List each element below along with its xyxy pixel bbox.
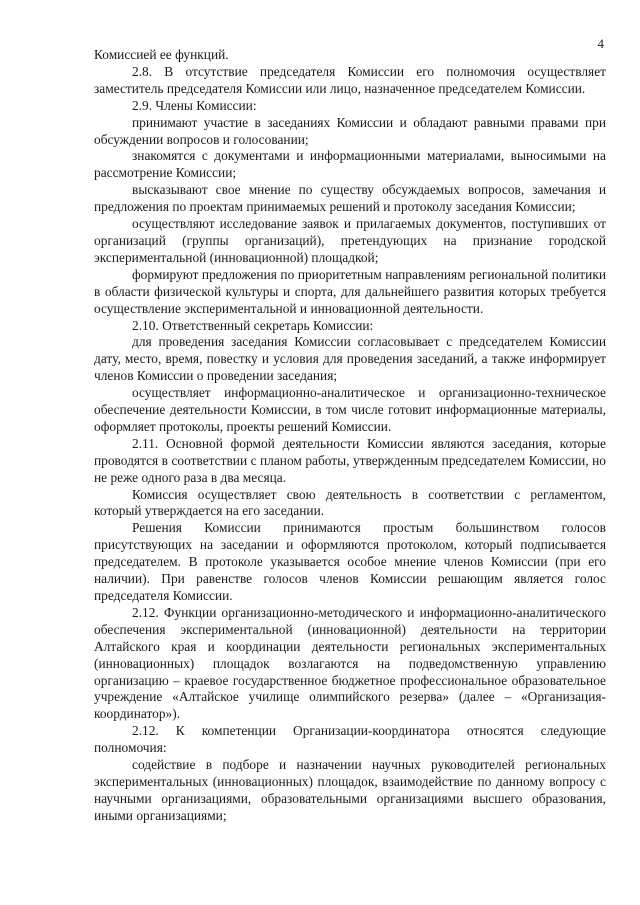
- paragraph: осуществляют исследование заявок и прилагаемых документов, поступивших от организаций (группы организаций), претендующих на признание городской экспериментальной (инновационной) площадкой;: [94, 216, 606, 265]
- paragraph: 2.12. К компетенции Организации-координатора относятся следующие полномочия:: [94, 723, 606, 756]
- paragraph: 2.9. Члены Комиссии:: [132, 97, 257, 113]
- paragraph: 2.12. Функции организационно-методического и информационно-аналитического обеспечения экспериментальной (инновационной) деятельности на территории Алтайского края и координации деятельности региональных экспериментальных (инновационных) площадок возлагаются на подведомственную управлению организацию – краевое государственное бюджетное профессиональное образовательное учреждение «Алтайское училище олимпийского резерва» (далее – «Организация-координатор»).: [94, 604, 606, 722]
- paragraph: 2.8. В отсутствие председателя Комиссии его полномочия осуществляет заместитель председателя Комиссии или лицо, назначенное председателем Комиссии.: [94, 63, 606, 96]
- paragraph: 2.10. Ответственный секретарь Комиссии:: [132, 317, 374, 333]
- paragraph: знакомятся с документами и информационными материалами, выносимыми на рассмотрение Комиссии;: [94, 148, 606, 181]
- paragraph: Комиссией ее функций.: [94, 47, 229, 62]
- document-body: [94, 47, 606, 825]
- paragraph: высказывают свое мнение по существу обсуждаемых вопросов, замечания и предложения по проектам принимаемых решений и протоколу заседания Комиссии;: [94, 182, 606, 215]
- paragraph: 2.11. Основной формой деятельности Комиссии являются заседания, которые проводятся в соответствии с планом работы, утвержденным председателем Комиссии, но не реже одного раза в два месяца.: [94, 435, 606, 485]
- paragraph: осуществляет информационно-аналитическое и организационно-техническое обеспечение деятельности Комиссии, в том числе готовит информационные материалы, оформляет протоколы, проекты решений Комиссии.: [94, 385, 606, 434]
- paragraph: Решения Комиссии принимаются простым большинством голосов присутствующих на заседании и оформляются протоколом, который подписывается председателем. В протоколе указывается особое мнение членов Комиссии (при его наличии). При равенстве голосов членов Комиссии решающим является голос председателя Комиссии.: [94, 520, 606, 603]
- paragraph: содействие в подборе и назначении научных руководителей региональных экспериментальных (инновационных) площадок, взаимодействие по данному вопросу с научными организациями, образовательными организациями высшего образования, иными организациями;: [94, 757, 606, 823]
- paragraph: принимают участие в заседаниях Комиссии и обладают равными правами при обсуждении вопросов и голосовании;: [94, 114, 606, 147]
- paragraph: формируют предложения по приоритетным направлениям региональной политики в области физической культуры и спорта, для дальнейшего развития которых требуется осуществление экспериментальной и инновационной деятельности.: [94, 266, 606, 316]
- paragraph: Комиссия осуществляет свою деятельность в соответствии с регламентом, который утверждается на его заседании.: [94, 486, 606, 519]
- page-number: 4: [597, 36, 604, 51]
- paragraph: для проведения заседания Комиссии согласовывает с председателем Комиссии дату, место, время, повестку и условия для проведения заседаний, а также информирует членов Комиссии о проведении заседания;: [94, 334, 606, 384]
